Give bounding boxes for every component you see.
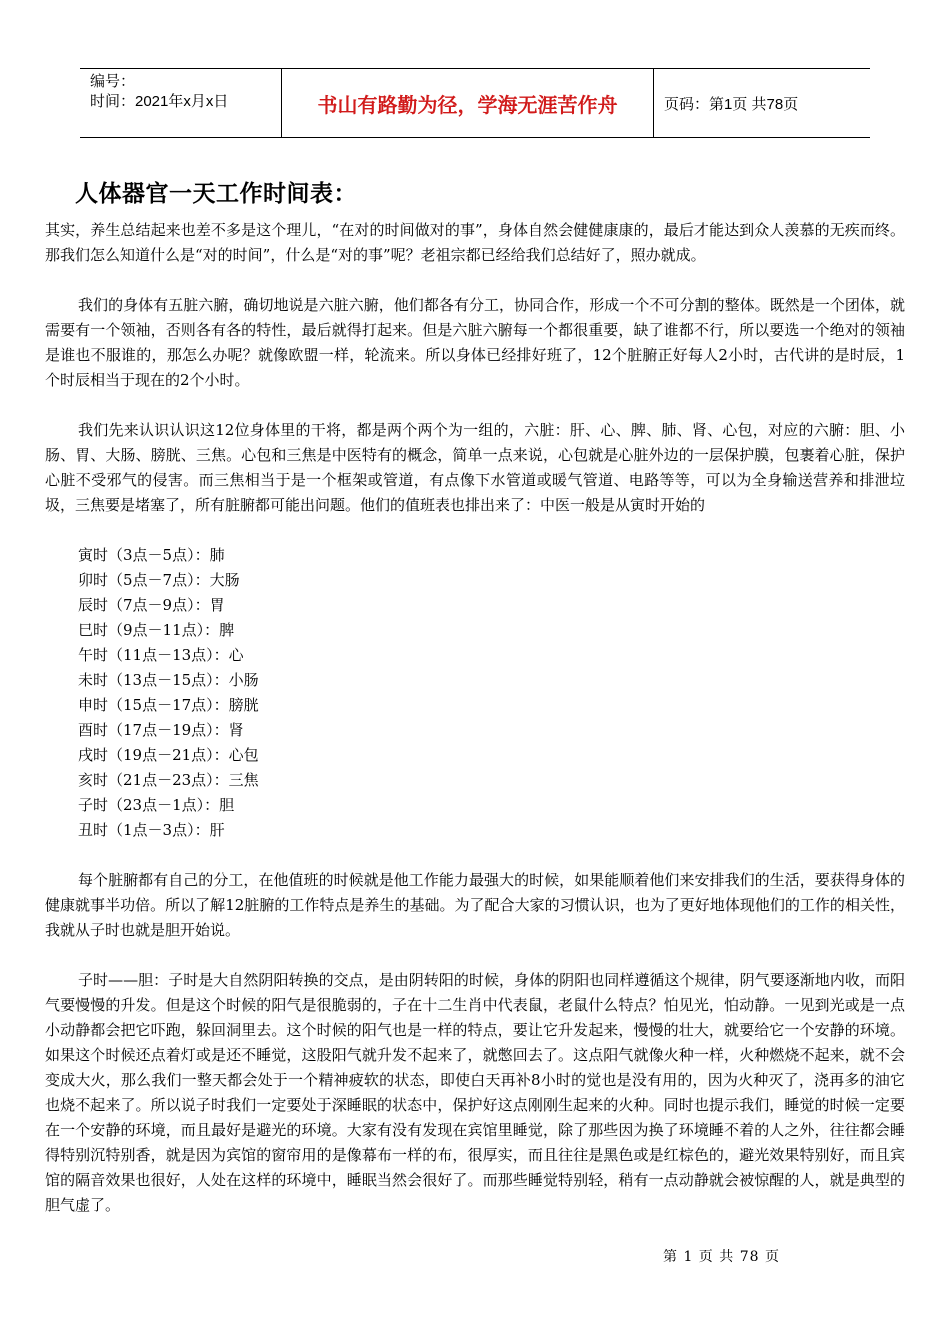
schedule-item: 未时（13点－15点）：小肠	[78, 671, 259, 689]
schedule-item: 巳时（9点－11点）：脾	[78, 621, 235, 639]
schedule-item: 丑时（1点－3点）：肝	[78, 821, 225, 839]
schedule-item: 亥时（21点－23点）：三焦	[78, 771, 259, 789]
schedule-item: 卯时（5点－7点）：大肠	[78, 571, 240, 589]
header-page-number: 页码：第1页 共78页	[664, 95, 799, 113]
page-header	[80, 68, 870, 138]
page-title: 人体器官一天工作时间表：	[75, 181, 357, 207]
schedule-list	[45, 543, 905, 843]
schedule-item: 酉时（17点－19点）：肾	[78, 721, 244, 739]
paragraph-zi-hour-gallbladder: 子时——胆：子时是大自然阴阳转换的交点，是由阴转阳的时候，身体的阴阳也同样遵循这个规律，阴气要逐渐地内收，而阳气要慢慢的升发。但是这个时候的阳气是很脆弱的，子在十二生肖中代表鼠，老鼠什么特点？怕见光，怕动静。一见到光或是一点小动静都会把它吓跑，躲回洞里去。这个时候的阳气也是一样的特点，要让它升发起来，慢慢的壮大，就要给它一个安静的环境。如果这个时候还点着灯或是还不睡觉，这股阳气就升发不起来了，就憋回去了。这点阳气就像火种一样，火种燃烧不起来，就不会变成大火，那么我们一整天都会处于一个精神疲软的状态，即使白天再补8小时的觉也是没有用的，因为火种灭了，浇再多的油它也烧不起来了。所以说子时我们一定要处于深睡眠的状态中，保护好这点刚刚生起来的火种。同时也提示我们，睡觉的时候一定要在一个安静的环境，而且最好是避光的环境。大家有没有发现在宾馆里睡觉，除了那些因为换了环境睡不着的人之外，往往都会睡得特别沉特别香，就是因为宾馆的窗帘用的是像幕布一样的布，很厚实，而且往往是黑色或是红棕色的，避光效果特别好，而且宾馆的隔音效果也很好，人处在这样的环境中，睡眠当然会很好了。而那些睡觉特别轻，稍有一点动静就会被惊醒的人，就是典型的胆气虚了。	[45, 971, 905, 1214]
document-time: 时间：2021年x月x日	[90, 93, 229, 110]
paragraph-organs: 我们的身体有五脏六腑，确切地说是六脏六腑，他们都各有分工，协同合作，形成一个不可分割的整体。既然是一个团体，就需要有一个领袖，否则各有各的特性，最后就得打起来。但是六脏六腑每一个都很重要，缺了谁都不行，所以要选一个绝对的领袖是谁也不服谁的，那怎么办呢？就像欧盟一样，轮流来。所以身体已经排好班了，12个脏腑正好每人2小时，古代讲的是时辰，1个时辰相当于现在的2个小时。	[45, 296, 905, 389]
header-info-cell	[80, 69, 282, 137]
schedule-item: 午时（11点－13点）：心	[78, 646, 244, 664]
schedule-item: 子时（23点－1点）：胆	[78, 796, 235, 814]
paragraph-intro: 其实，养生总结起来也差不多是这个理儿，“在对的时间做对的事”，身体自然会健健康康的，最后才能达到众人羡慕的无疾而终。那我们怎么知道什么是“对的时间”，什么是“对的事”呢？老祖宗都已经给我们总结好了，照办就成。	[45, 221, 905, 264]
schedule-item: 辰时（7点－9点）：胃	[78, 596, 225, 614]
page-footer: 第 1 页 共 78 页	[663, 1249, 780, 1265]
paragraph-division-of-labor: 每个脏腑都有自己的分工，在他值班的时候就是他工作能力最强大的时候，如果能顺着他们来安排我们的生活，要获得身体的健康就事半功倍。所以了解12脏腑的工作特点是养生的基础。为了配合大家的习惯认识，也为了更好地体现他们的工作的相关性，我就从子时也就是胆开始说。	[45, 871, 905, 939]
paragraph-twelve-organs: 我们先来认识认识这12位身体里的干将，都是两个两个为一组的，六脏：肝、心、脾、肺、肾、心包，对应的六腑：胆、小肠、胃、大肠、膀胱、三焦。心包和三焦是中医特有的概念，简单一点来说，心包就是心脏外边的一层保护膜，包裹着心脏，保护心脏不受邪气的侵害。而三焦相当于是一个框架或管道，有点像下水管道或暖气管道、电路等等，可以为全身输送营养和排泄垃圾，三焦要是堵塞了，所有脏腑都可能出问题。他们的值班表也排出来了：中医一般是从寅时开始的	[45, 421, 905, 514]
schedule-item: 寅时（3点－5点）：肺	[78, 546, 225, 564]
header-motto: 书山有路勤为径，学海无涯苦作舟	[282, 69, 654, 137]
document-body	[45, 218, 905, 1218]
schedule-item: 申时（15点－17点）：膀胱	[78, 696, 259, 714]
schedule-item: 戌时（19点－21点）：心包	[78, 746, 259, 764]
document-number: 编号：	[90, 73, 136, 90]
